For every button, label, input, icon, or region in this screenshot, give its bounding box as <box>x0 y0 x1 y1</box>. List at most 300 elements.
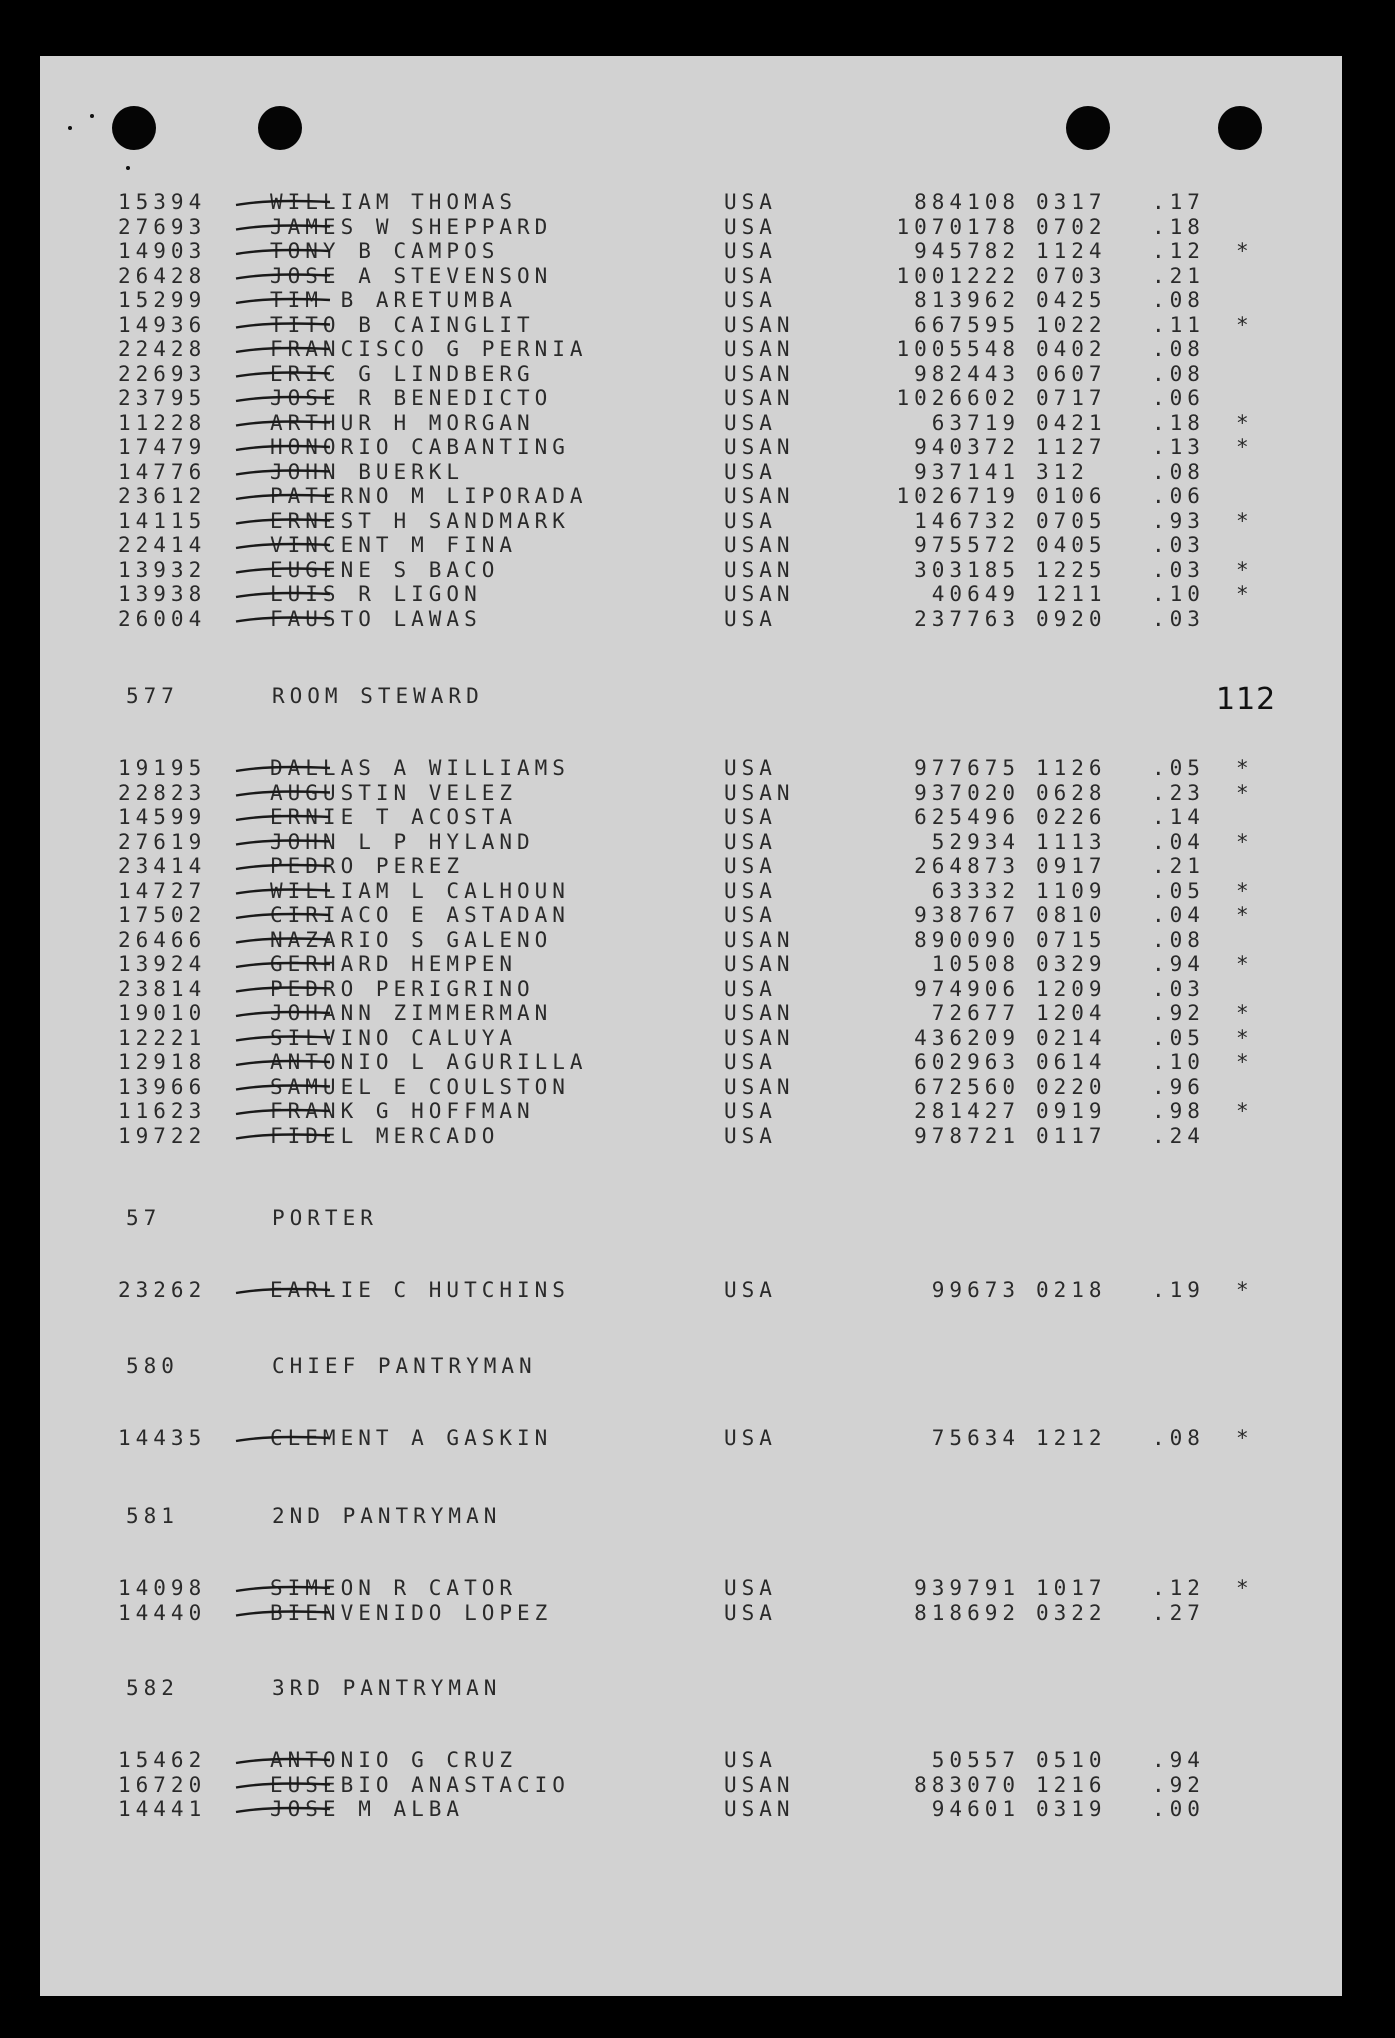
rate-value: .03 <box>1152 606 1205 631</box>
crew-name: SAMUEL E COULSTON <box>270 1074 570 1099</box>
citizenship: USAN <box>724 1772 795 1797</box>
rate-value: .08 <box>1152 361 1205 386</box>
crew-row <box>40 337 1342 361</box>
date-code: 0510 <box>1036 1748 1107 1772</box>
document-number: 978721 <box>914 1123 1020 1148</box>
rate-value: .92 <box>1152 1772 1205 1797</box>
date-code: 0329 <box>1036 952 1107 976</box>
citizenship: USAN <box>724 780 795 805</box>
crew-name: FRANK G HOFFMAN <box>270 1099 535 1123</box>
rate-value: .10 <box>1152 582 1205 606</box>
rate-value: .05 <box>1152 756 1205 780</box>
section-code: 577 <box>126 684 179 708</box>
crew-list <box>40 56 1342 1996</box>
date-code: 1204 <box>1036 1001 1107 1025</box>
date-code: 0702 <box>1036 214 1107 239</box>
date-code: 0421 <box>1036 410 1107 435</box>
document-number: 945782 <box>914 239 1020 263</box>
document-number: 982443 <box>914 361 1020 386</box>
crew-number: 22414 <box>118 533 207 557</box>
crew-number: 26428 <box>118 263 207 288</box>
crew-name: PEDRO PERIGRINO <box>270 976 535 1001</box>
citizenship: USA <box>724 606 777 631</box>
section-title: ROOM STEWARD <box>272 684 484 708</box>
crew-name: HONORIO CABANTING <box>270 435 570 459</box>
rate-value: .06 <box>1152 386 1205 410</box>
rate-value: .03 <box>1152 533 1205 557</box>
crew-number: 27619 <box>118 829 207 854</box>
crew-number: 14440 <box>118 1600 207 1625</box>
crew-name: WILLIAM THOMAS <box>270 190 518 214</box>
date-code: 1225 <box>1036 557 1107 582</box>
crew-name: JOHN BUERKL <box>270 459 465 484</box>
crew-name: JOHN L P HYLAND <box>270 829 535 854</box>
crew-row <box>40 460 1342 484</box>
rate-value: .94 <box>1152 952 1205 976</box>
document-number: 937020 <box>914 780 1020 805</box>
rate-value: .08 <box>1152 288 1205 312</box>
citizenship: USAN <box>724 927 795 952</box>
section-header <box>40 1206 1342 1230</box>
flag-mark: * <box>1236 557 1254 582</box>
flag-mark: * <box>1236 878 1254 903</box>
citizenship: USAN <box>724 1025 795 1050</box>
crew-row <box>40 1601 1342 1625</box>
date-code: 0919 <box>1036 1099 1107 1123</box>
flag-mark: * <box>1236 1426 1254 1450</box>
rate-value: .18 <box>1152 214 1205 239</box>
crew-number: 22693 <box>118 361 207 386</box>
crew-number: 19722 <box>118 1123 207 1148</box>
crew-row <box>40 1426 1342 1450</box>
crew-number: 22428 <box>118 337 207 361</box>
flag-mark: * <box>1236 1025 1254 1050</box>
date-code: 0317 <box>1036 190 1107 214</box>
section-code: 581 <box>126 1504 179 1528</box>
citizenship: USA <box>724 288 777 312</box>
crew-number: 12918 <box>118 1050 207 1074</box>
rate-value: .21 <box>1152 854 1205 878</box>
document-number: 884108 <box>914 190 1020 214</box>
crew-number: 14441 <box>118 1797 207 1821</box>
crew-name: GERHARD HEMPEN <box>270 952 518 976</box>
crew-number: 12221 <box>118 1025 207 1050</box>
crew-row <box>40 952 1342 976</box>
citizenship: USA <box>724 976 777 1001</box>
section-header <box>40 1676 1342 1700</box>
crew-name: PEDRO PEREZ <box>270 854 465 878</box>
crew-row <box>40 509 1342 533</box>
citizenship: USA <box>724 508 777 533</box>
section-code: 57 <box>126 1206 162 1230</box>
citizenship: USAN <box>724 386 795 410</box>
date-code: 1022 <box>1036 312 1107 337</box>
document-number: 281427 <box>914 1099 1020 1123</box>
crew-name: AUGUSTIN VELEZ <box>270 780 518 805</box>
flag-mark: * <box>1236 903 1254 927</box>
document-number: 890090 <box>914 927 1020 952</box>
citizenship: USAN <box>724 484 795 508</box>
document-number: 1070178 <box>896 214 1020 239</box>
crew-row <box>40 607 1342 631</box>
crew-number: 16720 <box>118 1772 207 1797</box>
citizenship: USAN <box>724 1001 795 1025</box>
crew-name: WILLIAM L CALHOUN <box>270 878 570 903</box>
date-code: 0810 <box>1036 903 1107 927</box>
rate-value: .05 <box>1152 878 1205 903</box>
crew-number: 27693 <box>118 214 207 239</box>
crew-number: 13924 <box>118 952 207 976</box>
section-title: 2ND PANTRYMAN <box>272 1504 502 1528</box>
document-number: 938767 <box>914 903 1020 927</box>
citizenship: USA <box>724 190 777 214</box>
citizenship: USA <box>724 1600 777 1625</box>
section-header <box>40 1504 1342 1528</box>
rate-value: .18 <box>1152 410 1205 435</box>
crew-name: SILVINO CALUYA <box>270 1025 518 1050</box>
crew-number: 13932 <box>118 557 207 582</box>
document-number: 974906 <box>914 976 1020 1001</box>
date-code: 0218 <box>1036 1278 1107 1302</box>
citizenship: USA <box>724 1576 777 1600</box>
crew-name: BIENVENIDO LOPEZ <box>270 1600 553 1625</box>
document-number: 883070 <box>914 1772 1020 1797</box>
crew-name: EUSEBIO ANASTACIO <box>270 1772 570 1797</box>
date-code: 1124 <box>1036 239 1107 263</box>
document-number: 975572 <box>914 533 1020 557</box>
flag-mark: * <box>1236 435 1254 459</box>
citizenship: USA <box>724 1050 777 1074</box>
crew-number: 17479 <box>118 435 207 459</box>
crew-number: 23262 <box>118 1278 207 1302</box>
crew-row <box>40 190 1342 214</box>
date-code: 0715 <box>1036 927 1107 952</box>
crew-name: JAMES W SHEPPARD <box>270 214 553 239</box>
rate-value: .96 <box>1152 1074 1205 1099</box>
crew-row <box>40 756 1342 780</box>
document-number: 40649 <box>931 582 1020 606</box>
crew-row <box>40 264 1342 288</box>
crew-number: 17502 <box>118 903 207 927</box>
rate-value: .19 <box>1152 1278 1205 1302</box>
citizenship: USAN <box>724 337 795 361</box>
section-title: 3RD PANTRYMAN <box>272 1676 502 1700</box>
rate-value: .06 <box>1152 484 1205 508</box>
crew-row <box>40 215 1342 239</box>
rate-value: .11 <box>1152 312 1205 337</box>
crew-name: ERNIE T ACOSTA <box>270 805 518 829</box>
document-number: 436209 <box>914 1025 1020 1050</box>
crew-row <box>40 1075 1342 1099</box>
document-number: 1026719 <box>896 484 1020 508</box>
crew-name: EUGENE S BACO <box>270 557 500 582</box>
citizenship: USA <box>724 1278 777 1302</box>
rate-value: .04 <box>1152 829 1205 854</box>
crew-number: 14098 <box>118 1576 207 1600</box>
citizenship: USA <box>724 756 777 780</box>
rate-value: .12 <box>1152 1576 1205 1600</box>
crew-name: FRANCISCO G PERNIA <box>270 337 588 361</box>
crew-name: PATERNO M LIPORADA <box>270 484 588 508</box>
crew-name: TITO B CAINGLIT <box>270 312 535 337</box>
date-code: 0106 <box>1036 484 1107 508</box>
crew-number: 14599 <box>118 805 207 829</box>
crew-name: JOHANN ZIMMERMAN <box>270 1001 553 1025</box>
crew-number: 14435 <box>118 1426 207 1450</box>
crew-number: 26004 <box>118 606 207 631</box>
crew-row <box>40 239 1342 263</box>
citizenship: USA <box>724 410 777 435</box>
document-number: 94601 <box>931 1797 1020 1821</box>
citizenship: USA <box>724 1099 777 1123</box>
crew-row <box>40 1278 1342 1302</box>
crew-number: 22823 <box>118 780 207 805</box>
crew-name: ANTONIO L AGURILLA <box>270 1050 588 1074</box>
crew-number: 14115 <box>118 508 207 533</box>
rate-value: .21 <box>1152 263 1205 288</box>
rate-value: .93 <box>1152 508 1205 533</box>
document-number: 10508 <box>931 952 1020 976</box>
date-code: 1211 <box>1036 582 1107 606</box>
crew-name: EARLIE C HUTCHINS <box>270 1278 570 1302</box>
flag-mark: * <box>1236 1576 1254 1600</box>
document-number: 75634 <box>931 1426 1020 1450</box>
flag-mark: * <box>1236 508 1254 533</box>
document-number: 940372 <box>914 435 1020 459</box>
crew-number: 14727 <box>118 878 207 903</box>
crew-name: LUIS R LIGON <box>270 582 482 606</box>
crew-row <box>40 484 1342 508</box>
date-code: 0322 <box>1036 1600 1107 1625</box>
crew-name: ARTHUR H MORGAN <box>270 410 535 435</box>
crew-number: 11623 <box>118 1099 207 1123</box>
crew-row <box>40 435 1342 459</box>
crew-row <box>40 411 1342 435</box>
flag-mark: * <box>1236 1099 1254 1123</box>
flag-mark: * <box>1236 1278 1254 1302</box>
document-number: 146732 <box>914 508 1020 533</box>
document-number: 63719 <box>931 410 1020 435</box>
date-code: 1127 <box>1036 435 1107 459</box>
crew-row <box>40 362 1342 386</box>
rate-value: .98 <box>1152 1099 1205 1123</box>
citizenship: USAN <box>724 1074 795 1099</box>
date-code: 0117 <box>1036 1123 1107 1148</box>
document-number: 1005548 <box>896 337 1020 361</box>
crew-name: ERNEST H SANDMARK <box>270 508 570 533</box>
crew-row <box>40 854 1342 878</box>
crew-name: CIRIACO E ASTADAN <box>270 903 570 927</box>
crew-name: SIMEON R CATOR <box>270 1576 518 1600</box>
rate-value: .08 <box>1152 1426 1205 1450</box>
crew-row <box>40 805 1342 829</box>
crew-row <box>40 1748 1342 1772</box>
crew-number: 19195 <box>118 756 207 780</box>
document-number: 1001222 <box>896 263 1020 288</box>
crew-name: TONY B CAMPOS <box>270 239 500 263</box>
citizenship: USA <box>724 1123 777 1148</box>
crew-row <box>40 781 1342 805</box>
citizenship: USA <box>724 854 777 878</box>
citizenship: USA <box>724 214 777 239</box>
rate-value: .27 <box>1152 1600 1205 1625</box>
citizenship: USA <box>724 829 777 854</box>
document-number: 818692 <box>914 1600 1020 1625</box>
crew-name: TIM B ARETUMBA <box>270 288 518 312</box>
date-code: 0405 <box>1036 533 1107 557</box>
citizenship: USA <box>724 263 777 288</box>
crew-name: FAUSTO LAWAS <box>270 606 482 631</box>
crew-number: 15394 <box>118 190 207 214</box>
crew-number: 23795 <box>118 386 207 410</box>
date-code: 1109 <box>1036 878 1107 903</box>
citizenship: USA <box>724 239 777 263</box>
date-code: 0703 <box>1036 263 1107 288</box>
crew-row <box>40 288 1342 312</box>
date-code: 1209 <box>1036 976 1107 1001</box>
crew-number: 15299 <box>118 288 207 312</box>
rate-value: .08 <box>1152 459 1205 484</box>
crew-row <box>40 879 1342 903</box>
document-number: 813962 <box>914 288 1020 312</box>
crew-row <box>40 1773 1342 1797</box>
flag-mark: * <box>1236 829 1254 854</box>
crew-number: 26466 <box>118 927 207 952</box>
crew-name: JOSE M ALBA <box>270 1797 465 1821</box>
rate-value: .23 <box>1152 780 1205 805</box>
crew-row <box>40 1576 1342 1600</box>
crew-row <box>40 830 1342 854</box>
page-number: 112 <box>1216 682 1277 717</box>
date-code: 1216 <box>1036 1772 1107 1797</box>
crew-name: DALLAS A WILLIAMS <box>270 756 570 780</box>
document-number: 672560 <box>914 1074 1020 1099</box>
document-number: 50557 <box>931 1748 1020 1772</box>
crew-name: VINCENT M FINA <box>270 533 518 557</box>
rate-value: .13 <box>1152 435 1205 459</box>
crew-name: ANTONIO G CRUZ <box>270 1748 518 1772</box>
citizenship: USAN <box>724 557 795 582</box>
crew-number: 23414 <box>118 854 207 878</box>
document-number: 237763 <box>914 606 1020 631</box>
section-header <box>40 1354 1342 1378</box>
citizenship: USAN <box>724 952 795 976</box>
flag-mark: * <box>1236 410 1254 435</box>
document-number: 264873 <box>914 854 1020 878</box>
section-title: CHIEF PANTRYMAN <box>272 1354 537 1378</box>
date-code: 0705 <box>1036 508 1107 533</box>
crew-row <box>40 582 1342 606</box>
date-code: 0917 <box>1036 854 1107 878</box>
date-code: 0607 <box>1036 361 1107 386</box>
rate-value: .10 <box>1152 1050 1205 1074</box>
document-number: 667595 <box>914 312 1020 337</box>
citizenship: USA <box>724 903 777 927</box>
crew-row <box>40 1797 1342 1821</box>
crew-number: 23612 <box>118 484 207 508</box>
rate-value: .17 <box>1152 190 1205 214</box>
rate-value: .24 <box>1152 1123 1205 1148</box>
flag-mark: * <box>1236 1001 1254 1025</box>
crew-name: JOSE A STEVENSON <box>270 263 553 288</box>
date-code: 0614 <box>1036 1050 1107 1074</box>
document-page <box>40 56 1342 1996</box>
rate-value: .14 <box>1152 805 1205 829</box>
date-code: 1212 <box>1036 1426 1107 1450</box>
document-number: 52934 <box>931 829 1020 854</box>
crew-number: 23814 <box>118 976 207 1001</box>
crew-row <box>40 1026 1342 1050</box>
flag-mark: * <box>1236 1050 1254 1074</box>
citizenship: USAN <box>724 582 795 606</box>
crew-name: ERIC G LINDBERG <box>270 361 535 386</box>
crew-number: 14936 <box>118 312 207 337</box>
flag-mark: * <box>1236 582 1254 606</box>
date-code: 0425 <box>1036 288 1107 312</box>
date-code: 0717 <box>1036 386 1107 410</box>
document-number: 63332 <box>931 878 1020 903</box>
document-number: 939791 <box>914 1576 1020 1600</box>
crew-name: FIDEL MERCADO <box>270 1123 500 1148</box>
crew-row <box>40 903 1342 927</box>
crew-name: JOSE R BENEDICTO <box>270 386 553 410</box>
citizenship: USA <box>724 805 777 829</box>
date-code: 312 <box>1036 459 1089 484</box>
crew-row <box>40 1001 1342 1025</box>
crew-row <box>40 1124 1342 1148</box>
rate-value: .12 <box>1152 239 1205 263</box>
crew-number: 14776 <box>118 459 207 484</box>
crew-number: 11228 <box>118 410 207 435</box>
citizenship: USAN <box>724 435 795 459</box>
citizenship: USA <box>724 1426 777 1450</box>
date-code: 0628 <box>1036 780 1107 805</box>
citizenship: USAN <box>724 361 795 386</box>
citizenship: USAN <box>724 533 795 557</box>
crew-number: 15462 <box>118 1748 207 1772</box>
flag-mark: * <box>1236 952 1254 976</box>
crew-row <box>40 977 1342 1001</box>
citizenship: USAN <box>724 312 795 337</box>
rate-value: .00 <box>1152 1797 1205 1821</box>
flag-mark: * <box>1236 312 1254 337</box>
document-number: 303185 <box>914 557 1020 582</box>
crew-number: 13966 <box>118 1074 207 1099</box>
date-code: 0220 <box>1036 1074 1107 1099</box>
rate-value: .04 <box>1152 903 1205 927</box>
flag-mark: * <box>1236 239 1254 263</box>
flag-mark: * <box>1236 780 1254 805</box>
rate-value: .92 <box>1152 1001 1205 1025</box>
citizenship: USAN <box>724 1797 795 1821</box>
crew-name: NAZARIO S GALENO <box>270 927 553 952</box>
document-number: 72677 <box>931 1001 1020 1025</box>
crew-row <box>40 1099 1342 1123</box>
rate-value: .08 <box>1152 927 1205 952</box>
date-code: 0319 <box>1036 1797 1107 1821</box>
citizenship: USA <box>724 878 777 903</box>
date-code: 1126 <box>1036 756 1107 780</box>
crew-row <box>40 928 1342 952</box>
rate-value: .94 <box>1152 1748 1205 1772</box>
flag-mark: * <box>1236 756 1254 780</box>
document-number: 99673 <box>931 1278 1020 1302</box>
crew-number: 19010 <box>118 1001 207 1025</box>
document-number: 977675 <box>914 756 1020 780</box>
document-number: 937141 <box>914 459 1020 484</box>
citizenship: USA <box>724 459 777 484</box>
rate-value: .03 <box>1152 976 1205 1001</box>
